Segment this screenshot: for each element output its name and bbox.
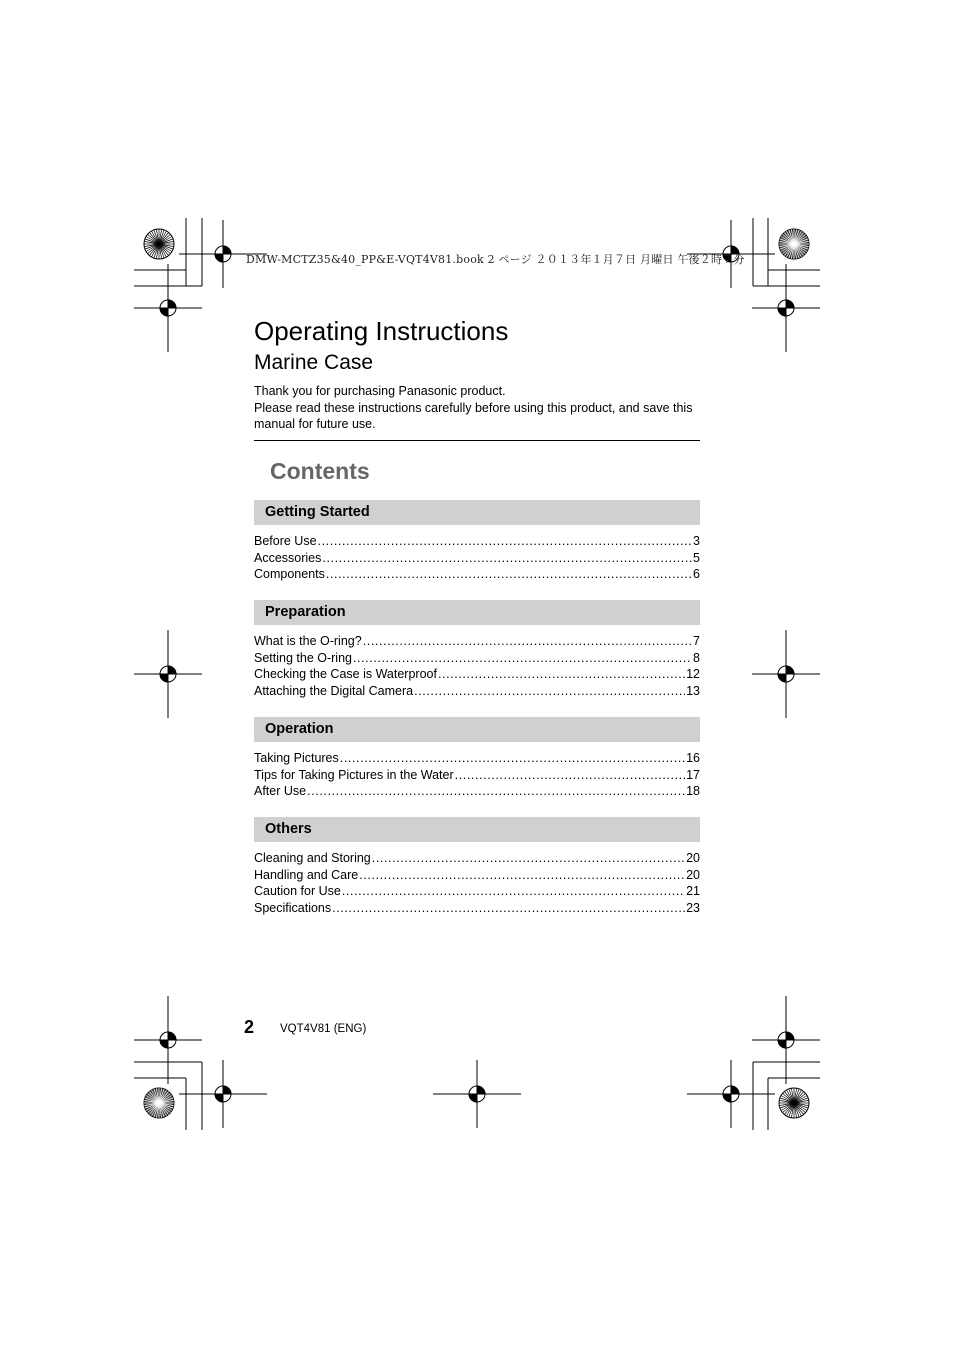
toc-section-getting-started — [254, 500, 700, 583]
toc-entry[interactable] — [254, 767, 700, 784]
dot-leader — [332, 900, 685, 917]
toc-entry[interactable] — [254, 783, 700, 800]
toc-entry-page: 20 — [686, 867, 700, 882]
toc-entry-page: 18 — [686, 784, 700, 799]
section-header: Preparation — [254, 600, 700, 625]
toc-entry-title: Handling and Care — [254, 867, 359, 882]
divider — [254, 440, 700, 441]
toc-entry-page: 6 — [693, 567, 700, 582]
toc-entry[interactable] — [254, 633, 700, 650]
dot-leader — [363, 633, 692, 650]
toc-entry-title: Caution for Use — [254, 884, 341, 899]
toc-entry[interactable] — [254, 683, 700, 700]
toc-entry-page: 16 — [686, 751, 700, 765]
dot-leader — [359, 867, 685, 884]
toc-entry-title: Taking Pictures — [254, 751, 339, 765]
toc-entry-title: Accessories — [254, 550, 322, 565]
toc-entry-page: 12 — [686, 667, 700, 682]
toc-entry-page: 21 — [686, 884, 700, 899]
toc-entry-page: 17 — [686, 767, 700, 782]
section-header: Getting Started — [254, 500, 700, 525]
intro-line: Please read these instructions carefully before using this product, and save this manual for future use. — [254, 400, 693, 431]
dot-leader — [322, 550, 692, 567]
toc-entry-title: Checking the Case is Waterproof — [254, 667, 437, 682]
toc-entry[interactable] — [254, 883, 700, 900]
toc-list — [254, 633, 700, 700]
registration-crosshair-icon — [179, 1060, 267, 1128]
toc-list — [254, 750, 700, 800]
toc-entry[interactable] — [254, 566, 700, 583]
toc-entry-page: 5 — [693, 550, 700, 565]
toc-entry[interactable] — [254, 900, 700, 917]
section-header: Others — [254, 817, 700, 842]
toc-entry-title: Setting the O-ring — [254, 650, 352, 665]
registration-crosshair-icon — [134, 996, 202, 1084]
toc-list — [254, 533, 700, 583]
intro-text — [254, 383, 700, 433]
toc-entry[interactable] — [254, 650, 700, 667]
toc-list — [254, 850, 700, 917]
toc-entry[interactable] — [254, 750, 700, 767]
dot-leader — [353, 650, 692, 667]
contents-heading: Contents — [270, 458, 370, 484]
toc-entry[interactable] — [254, 666, 700, 683]
toc-entry-title: Cleaning and Storing — [254, 851, 371, 865]
starburst-target-icon — [144, 1088, 174, 1118]
toc-entry-title: Attaching the Digital Camera — [254, 684, 414, 699]
dot-leader — [318, 533, 693, 550]
registration-crosshair-icon — [752, 630, 820, 718]
document-title: Operating Instructions — [254, 316, 509, 346]
toc-entry[interactable] — [254, 850, 700, 867]
dot-leader — [307, 783, 685, 800]
print-header: DMW-MCTZ35&40_PP&E-VQT4V81.book 2 ページ ２０１３年１月７日 月曜日 午後２時７分 — [246, 253, 745, 266]
intro-line: Thank you for purchasing Panasonic product. — [254, 384, 506, 398]
registration-crosshair-icon — [752, 996, 820, 1084]
dot-leader — [455, 767, 685, 784]
toc-entry-page: 7 — [693, 634, 700, 648]
registration-crosshair-icon — [134, 264, 202, 352]
document-code: VQT4V81 (ENG) — [280, 1023, 367, 1035]
toc-section-preparation — [254, 600, 700, 700]
starburst-target-icon — [779, 1088, 809, 1118]
toc-entry-title: What is the O-ring? — [254, 634, 362, 648]
toc-entry-title: Before Use — [254, 534, 317, 548]
toc-entry-title: Specifications — [254, 901, 332, 916]
toc-entry-page: 3 — [693, 534, 700, 548]
dot-leader — [340, 750, 685, 767]
registration-crosshair-icon — [134, 630, 202, 718]
toc-entry-title: After Use — [254, 784, 307, 799]
document-subtitle: Marine Case — [254, 351, 374, 374]
section-header: Operation — [254, 717, 700, 742]
toc-entry-page: 20 — [686, 851, 700, 865]
toc-entry-title: Components — [254, 567, 325, 582]
dot-leader — [372, 850, 685, 867]
toc-entry-page: 23 — [686, 901, 700, 916]
dot-leader — [326, 566, 692, 583]
toc-entry-title: Tips for Taking Pictures in the Water — [254, 767, 454, 782]
toc-section-operation — [254, 717, 700, 800]
toc-section-others — [254, 817, 700, 917]
registration-crosshair-icon — [687, 1060, 775, 1128]
registration-crosshair-icon — [433, 1060, 521, 1128]
toc-entry[interactable] — [254, 867, 700, 884]
toc-entry[interactable] — [254, 550, 700, 567]
starburst-target-icon — [144, 229, 174, 259]
dot-leader — [342, 883, 685, 900]
page-number: 2 — [244, 1017, 255, 1037]
toc-entry-page: 13 — [686, 684, 700, 699]
toc-entry-page: 8 — [693, 650, 700, 665]
registration-crosshair-icon — [752, 264, 820, 352]
dot-leader — [438, 666, 685, 683]
dot-leader — [414, 683, 685, 700]
toc-entry[interactable] — [254, 533, 700, 550]
